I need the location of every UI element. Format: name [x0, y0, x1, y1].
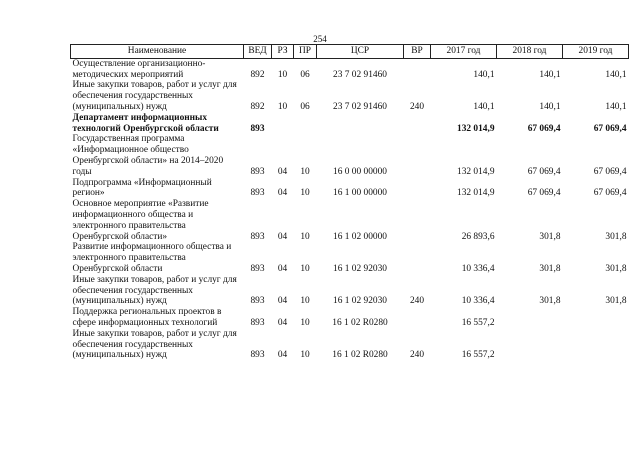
cell-pr: 10 [300, 263, 310, 274]
cell-ved: 893 [250, 231, 265, 242]
cell-rz: 10 [277, 101, 288, 112]
table-row [71, 242, 629, 274]
cell-2019: 67 069,4 [593, 123, 627, 134]
cell-vr [404, 307, 431, 329]
cell-2018: 140,1 [539, 69, 561, 80]
cell-name: Подпрограмма «Информационный регион» [72, 177, 212, 199]
cell-name: Государственная программа «Информационное общество Оренбургской области» на 2014–2020 годы [72, 134, 224, 177]
cell-ved: 892 [250, 101, 265, 112]
cell-csr: 23 7 02 91460 [333, 69, 387, 80]
cell-pr: 10 [300, 188, 310, 199]
cell-name: Развитие информационного общества и электронного правительства Оренбургской области [72, 242, 232, 274]
cell-2018: 301,8 [539, 296, 561, 307]
cell-vr [404, 199, 431, 242]
table-row [71, 58, 629, 80]
table-row [71, 307, 629, 329]
header-ved: ВЕД [244, 45, 272, 59]
table-row [71, 134, 629, 177]
cell-rz: 04 [277, 350, 288, 361]
cell-rz: 04 [277, 263, 288, 274]
cell-csr [317, 113, 404, 135]
table-row [71, 80, 629, 112]
page-number: 254 [313, 34, 327, 44]
cell-2017: 26 893,6 [461, 231, 495, 242]
header-2018: 2018 год [497, 45, 563, 59]
table-row [71, 275, 629, 307]
table-header-row [71, 45, 629, 59]
cell-pr: 10 [300, 296, 310, 307]
cell-2017: 10 336,4 [461, 296, 495, 307]
cell-pr: 10 [300, 231, 310, 242]
cell-rz: 04 [277, 296, 288, 307]
cell-pr [294, 113, 317, 135]
cell-2018 [497, 329, 563, 361]
cell-vr [404, 178, 431, 200]
cell-vr [404, 242, 431, 274]
cell-name: Осуществление организационно-методических мероприятий [72, 58, 206, 80]
cell-2019: 140,1 [605, 69, 627, 80]
header-vr: ВР [404, 45, 431, 59]
cell-ved: 893 [250, 123, 265, 134]
cell-2017: 140,1 [473, 69, 495, 80]
header-name: Наименование [71, 45, 244, 59]
cell-rz: 04 [277, 317, 288, 328]
cell-2019 [563, 329, 629, 361]
cell-csr: 23 7 02 91460 [333, 101, 387, 112]
cell-csr: 16 1 00 00000 [333, 188, 387, 199]
cell-ved: 893 [250, 263, 265, 274]
cell-2017: 16 557,2 [461, 350, 495, 361]
cell-pr: 06 [300, 69, 310, 80]
cell-name: Иные закупки товаров, работ и услуг для обеспечения государственных (муниципальных) нужд [72, 328, 237, 361]
cell-name: Департамент информационных технологий Оренбургской области [72, 112, 219, 134]
cell-2017: 140,1 [473, 101, 495, 112]
cell-csr: 16 0 00 00000 [333, 166, 387, 177]
cell-rz: 04 [277, 188, 288, 199]
cell-rz: 04 [277, 166, 288, 177]
cell-2018: 67 069,4 [527, 166, 561, 177]
cell-vr [404, 58, 431, 80]
cell-pr: 10 [300, 350, 310, 361]
cell-2019: 301,8 [605, 296, 627, 307]
cell-ved: 893 [250, 296, 265, 307]
cell-2019: 301,8 [605, 263, 627, 274]
table-row [71, 178, 629, 200]
cell-2019: 140,1 [605, 101, 627, 112]
header-pr: ПР [294, 45, 317, 59]
cell-ved: 893 [250, 188, 265, 199]
cell-csr: 16 1 02 R0280 [332, 317, 388, 328]
cell-csr: 16 1 02 00000 [333, 231, 387, 242]
cell-ved: 893 [250, 350, 265, 361]
cell-2017: 10 336,4 [461, 263, 495, 274]
cell-2018: 67 069,4 [527, 123, 561, 134]
cell-2018: 67 069,4 [527, 188, 561, 199]
cell-name: Основное мероприятие «Развитие информационного общества и электронного правительства Оренбургской области» [72, 199, 209, 242]
cell-2019: 67 069,4 [593, 188, 627, 199]
cell-rz: 10 [277, 69, 288, 80]
header-csr: ЦСР [317, 45, 404, 59]
cell-2017: 132 014,9 [457, 188, 495, 199]
table-body [71, 58, 629, 361]
budget-table [70, 44, 629, 361]
cell-name: Иные закупки товаров, работ и услуг для обеспечения государственных (муниципальных) нужд [72, 274, 237, 307]
cell-2018 [497, 307, 563, 329]
cell-2019: 67 069,4 [593, 166, 627, 177]
cell-vr [404, 134, 431, 177]
cell-ved: 892 [250, 69, 265, 80]
cell-rz: 04 [277, 231, 288, 242]
header-2017: 2017 год [431, 45, 497, 59]
cell-2019 [563, 307, 629, 329]
cell-2019: 301,8 [605, 231, 627, 242]
cell-pr: 10 [300, 317, 310, 328]
cell-2017: 132 014,9 [457, 123, 495, 134]
header-2019: 2019 год [563, 45, 629, 59]
cell-2018: 140,1 [539, 101, 561, 112]
header-rz: РЗ [272, 45, 294, 59]
cell-2018: 301,8 [539, 263, 561, 274]
cell-2017: 16 557,2 [461, 317, 495, 328]
cell-name: Иные закупки товаров, работ и услуг для обеспечения государственных (муниципальных) нужд [72, 80, 237, 112]
cell-csr: 16 1 02 R0280 [332, 350, 388, 361]
cell-csr: 16 1 02 92030 [333, 263, 387, 274]
table-row [71, 113, 629, 135]
cell-2017: 132 014,9 [457, 166, 495, 177]
cell-pr: 06 [300, 101, 310, 112]
table-row [71, 329, 629, 361]
cell-pr: 10 [300, 166, 310, 177]
cell-name: Поддержка региональных проектов в сфере информационных технологий [72, 307, 222, 328]
cell-rz [272, 113, 294, 135]
cell-csr: 16 1 02 92030 [333, 296, 387, 307]
cell-ved: 893 [250, 317, 265, 328]
cell-ved: 893 [250, 166, 265, 177]
cell-vr: 240 [409, 350, 425, 361]
table-row [71, 199, 629, 242]
cell-2018: 301,8 [539, 231, 561, 242]
cell-vr [404, 113, 431, 135]
cell-vr: 240 [409, 101, 425, 112]
cell-vr: 240 [409, 296, 425, 307]
